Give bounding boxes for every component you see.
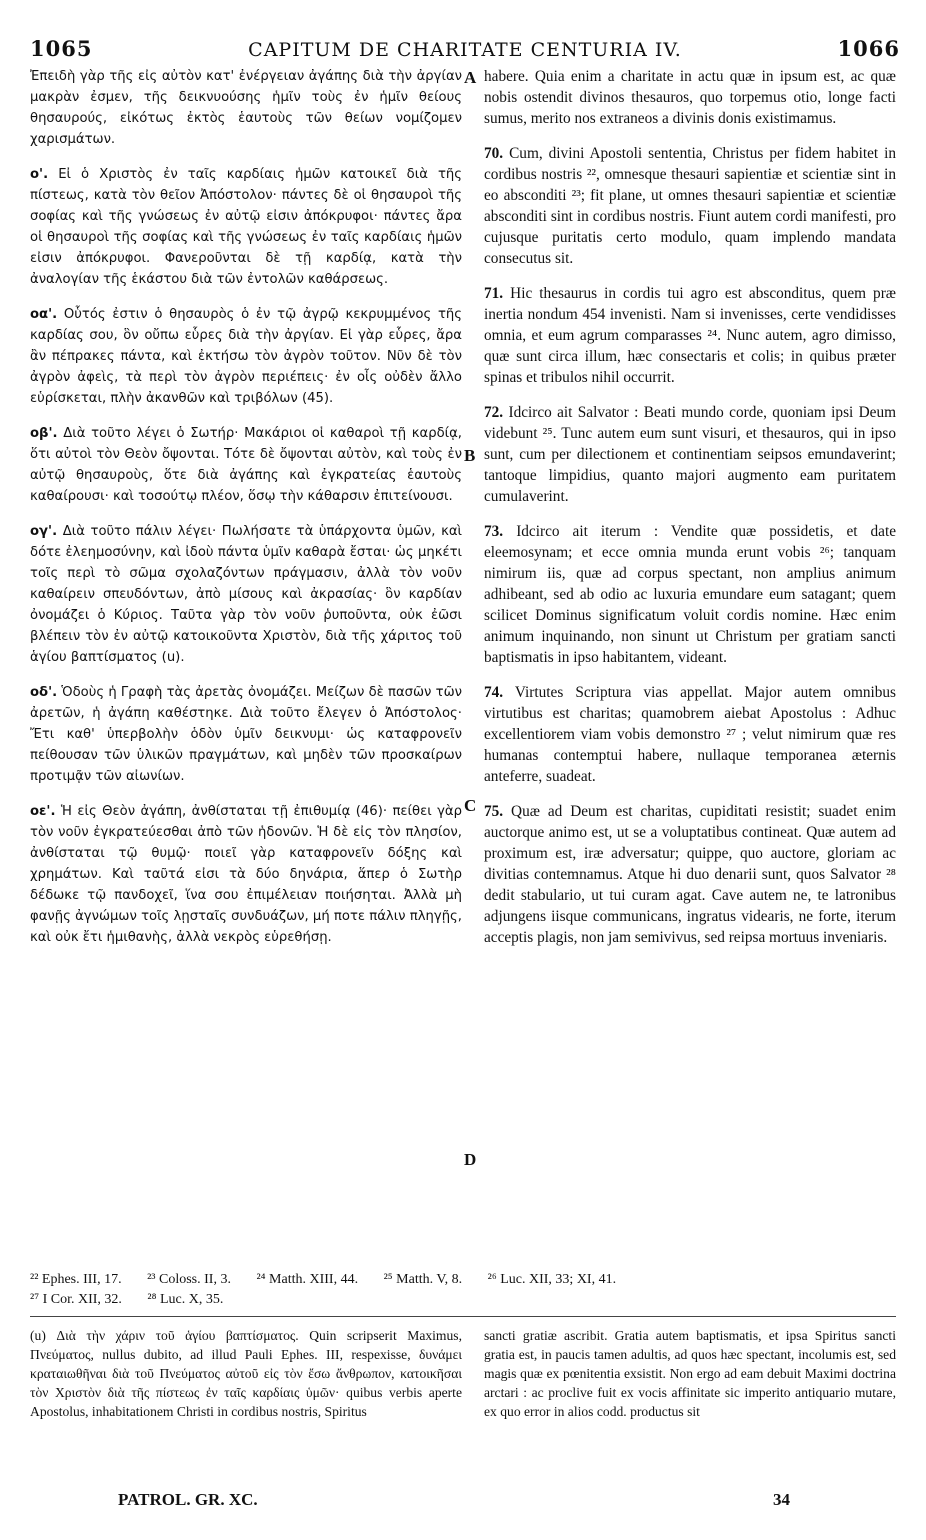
section-marker-b: B: [464, 446, 476, 465]
greek-paragraph: Ἐπειδὴ γὰρ τῆς εἰς αὐτὸν κατ' ἐνέργειαν ἀγάπης διὰ τὴν ἀργίαν μακρὰν ἐσμεν, τῆς δεικνυούσης ἡμῖν τοὺς ἐν ἡμῖν θείους θησαυρούς, εἰκότως ἐκτὸς ἑαυτοὺς τῶν θείων νομίζομεν χαρισμάτων.: [30, 69, 462, 147]
editorial-note-right: sancti gratiæ ascribit. Gratia autem baptismatis, et ipsa Spiritus sancti gratia est, in paucis tamen adultis, ad quos hæc spectant, incolumis est, sed magis quæ ex pœnitentia exsistit. Non ergo ad eam debuit Maximi doctrina arctari : ac proclive fuit ex vocis affinitate sic imperito antiquario mutare, ex quo error in alios codd. productus sit: [484, 1328, 896, 1419]
greek-paragraph: οα'. Οὗτός ἐστιν ὁ θησαυρὸς ὁ ἐν τῷ ἀγρῷ κεκρυμμένος τῆς καρδίας σου, ὃν οὔπω εὗρες διὰ τὴν ἀργίαν. Εἰ γὰρ εὗρες, ἄρα ἂν πέπρακες πάντα, καὶ ἐκτήσω τὸν ἀγρὸν τοῦτον. Νῦν δὲ τὸν ἀγρὸν ἀφεὶς, τὰ περὶ τὸν ἀγρὸν περιέπεις· ἐν οἷς οὐδὲν ἄλλο εὑρίσκεται, πλὴν ἀκανθῶν καὶ τριβόλων (45).: [30, 307, 462, 406]
right-page-number: 1066: [837, 36, 900, 61]
section-marker-c: C: [464, 796, 477, 815]
sheet-number: 34: [773, 1490, 790, 1509]
editorial-note-left: (u) Διὰ τὴν χάριν τοῦ ἁγίου βαπτίσματος. Quin scripserit Maximus, Πνεύματος, nullus dubito, ad illud Pauli Ephes. III, respexisse, δυνάμει κραταιωθῆναι διὰ τοῦ Πνεύματος αὐτοῦ εἰς τὸν ἔσω ἄνθρωπον, κατοικῆσαι τὸν Χριστὸν διὰ τῆς πίστεως ἐν ταῖς καρδίαις ὑμῶν· quibus verbis aperte Apostolus, inhabitationem Christi in cordibus nostris, Spiritus: [30, 1328, 462, 1419]
signature-mark: PATROL. GR. XC.: [118, 1490, 258, 1509]
footnote: ²⁸ Luc. X, 35.: [147, 1292, 224, 1307]
greek-paragraph: οδ'. Ὁδοὺς ἡ Γραφὴ τὰς ἀρετὰς ὀνομάζει. Μείζων δὲ πασῶν τῶν ἀρετῶν, ἡ ἀγάπη καθέστηκε. Διὰ τοῦτο ἔλεγεν ὁ Ἀπόστολος· Ἔτι καθ' ὑπερβολὴν ὁδὸν ὑμῖν δεικνυμι· ὡς καταφρονεῖν πείθουσαν τῶν ὑλικῶν πραγμάτων, καὶ μηδὲν τῶν προσκαίρων προτιμᾷν τῶν αἰωνίων.: [30, 685, 462, 784]
latin-paragraph: 72. Idcirco ait Salvator : Beati mundo corde, quoniam ipsi Deum videbunt ²⁵. Tunc autem eum sunt visuri, et thesauros, qui in ipso sunt, cum per dilectionem et continentiam seipsos emundaverint; tantoque limpidius, quanto majori augmento eam puritatem cumulaverint.: [484, 404, 896, 505]
latin-paragraph: 70. Cum, divini Apostoli sententia, Christus per fidem habitet in cordibus nostris ²², omnesque thesauri sapientiæ et scientiæ sint in eo absconditi ²³; fit plane, ut omnes thesauri sapientiæ et scientiæ absconditi sint in cordibus nostris. Fiunt autem cordi manifesti, pro cujusque puritatis certo modulo, quam implendo mandata consecutus sit.: [484, 145, 896, 267]
running-title: CAPITUM DE CHARITATE CENTURIA IV.: [248, 39, 682, 61]
footnote: ²⁴ Matth. XIII, 44.: [256, 1272, 359, 1287]
page-header: [30, 36, 900, 64]
section-marker-d: D: [464, 1150, 477, 1169]
left-page-number: 1065: [30, 36, 93, 61]
latin-column: [484, 66, 896, 962]
footnote: ²⁵ Matth. V, 8.: [383, 1272, 463, 1287]
notes-divider: [30, 1316, 896, 1317]
section-marker-a: A: [464, 68, 477, 87]
latin-paragraph: 73. Idcirco ait iterum : Vendite quæ possidetis, et date eleemosynam; et ecce omnia munda erunt vobis ²⁶; tanquam nimirum iis, quæ ad corpus spectant, non amplius animum adhibeant, sed ab odio ac luxuria emundare eum satagant; quem scilicet Dominus significatum voluit cordis nomine. Hæc enim animum inquinando, non sinunt ut Christum per gratiam sancti baptismatis in ipso habitantem, videant.: [484, 523, 897, 666]
latin-paragraph: habere. Quia enim a charitate in actu quæ in ipsum est, ac quæ nobis ostendit divinos thesauros, quo torpemus otio, longe facti sumus, merito nos extraneos a divinis donis existimamus.: [484, 68, 896, 127]
scripture-footnotes: [30, 1270, 900, 1310]
footnote: ²² Ephes. III, 17.: [30, 1272, 122, 1287]
latin-paragraph: 71. Hic thesaurus in cordis tui agro est absconditus, quem præ inertia nondum 454 invenisti. Nam si invenisses, certe vendidisses omnia, et eum agrum comparasses ²⁴. Nunc autem, agro dimisso, quæ sunt circa illum, hæc consectaris et colis; in quibus præter spinas et tribulos nihil occurrit.: [484, 285, 896, 386]
footnote: ²⁶ Luc. XII, 33; XI, 41.: [487, 1272, 617, 1287]
greek-paragraph: ογ'. Διὰ τοῦτο πάλιν λέγει· Πωλήσατε τὰ ὑπάρχοντα ὑμῶν, καὶ δότε ἐλεημοσύνην, καὶ ἰδοὺ πάντα ὑμῖν καθαρὰ ἔσται· ὡς μηκέτι τοῖς περὶ τὸ σῶμα σχολαζόντων πράγμασιν, ἀλλὰ τὸν νοῦν καθαίρειν σπευδόντων, ἀπὸ μίσους καὶ ἀκρασίας· ὃν καρδίαν ὀνομάζει ὁ Κύριος. Ταῦτα γὰρ τὸν νοῦν ῥυποῦντα, οὐκ ἐῶσι βλέπειν τὸν ἐν αὐτῷ κατοικοῦντα Χριστὸν, διὰ τῆς χάριτος τοῦ ἁγίου βαπτίσματος (u).: [30, 524, 462, 665]
page-footer: [118, 1490, 790, 1510]
footnote: ²⁷ I Cor. XII, 32.: [30, 1292, 122, 1307]
latin-paragraph: 74. Virtutes Scriptura vias appellat. Major autem omnibus virtutibus est charitas; quamobrem aiebat Apostolus : Adhuc excellentiorem viam vobis demonstro ²⁷ ; velut nimirum quæ res humanas contemptui habere, nullaque temporanea æternis anteferre, suadeat.: [484, 684, 896, 785]
footnote: ²³ Coloss. II, 3.: [147, 1272, 231, 1287]
greek-paragraph: οε'. Ἡ εἰς Θεὸν ἀγάπη, ἀνθίσταται τῇ ἐπιθυμίᾳ (46)· πείθει γὰρ τὸν νοῦν ἐγκρατεύεσθαι ἀπὸ τῶν ἡδονῶν. Ἡ δὲ εἰς τὸν πλησίον, ἀνθίσταται τῷ θυμῷ· ποιεῖ γὰρ καταφρονεῖν δόξης καὶ χρημάτων. Καὶ ταῦτά εἰσι τὰ δύο δηνάρια, ἅπερ ὁ Σωτὴρ δέδωκε τῷ πανδοχεῖ, ἵνα σου ἐπιμέλειαν ποιήσηται. Ἀλλὰ μὴ φανῇς ἀγνώμων τοῖς λῃσταῖς συνδυάζων, μή ποτε πάλιν πληγῇς, καὶ οὐκ ἔτι ἡμιθανὴς, ἀλλὰ νεκρὸς εὑρεθήσῃ.: [30, 804, 462, 945]
greek-paragraph: οβ'. Διὰ τοῦτο λέγει ὁ Σωτήρ· Μακάριοι οἱ καθαροὶ τῇ καρδίᾳ, ὅτι αὐτοὶ τὸν Θεὸν ὄψονται. Τότε δὲ ὄψονται αὐτὸν, καὶ τοὺς ἐν αὐτῷ θησαυροὺς, ὅτε διὰ ἀγάπης καὶ ἐγκρατείας ἑαυτοὺς καθαίρουσι· καὶ τοσούτῳ πλέον, ὅσῳ τὴν κάθαρσιν ἐπιτείνουσι.: [30, 426, 462, 504]
greek-column: [30, 66, 462, 962]
greek-paragraph: ο'. Εἰ ὁ Χριστὸς ἐν ταῖς καρδίαις ἡμῶν κατοικεῖ διὰ τῆς πίστεως, κατὰ τὸν θεῖον Ἀπόστολον· πάντες δὲ οἱ θησαυροὶ τῆς σοφίας καὶ τῆς γνώσεως ἐν αὐτῷ εἰσιν ἀπόκρυφοι· πάντες ἄρα οἱ θησαυροὶ τῆς σοφίας καὶ τῆς γνώσεως ἐν ταῖς καρδίαις ἡμῶν εἰσιν ἀπόκρυφοι. Φανεροῦνται δὲ τῇ καρδίᾳ, κατὰ τὴν ἀναλογίαν τῆς ἑκάστου διὰ τῶν ἐντολῶν καθάρσεως.: [30, 167, 462, 287]
latin-paragraph: 75. Quæ ad Deum est charitas, cupiditati resistit; suadet enim auctorque animo est, ut se a voluptatibus contineat. Quæ autem ad proximum est, iræ adversatur; quippe, quo auctore, gloriam ac divitias contemnamus. Atque hi duo denarii sunt, quos Salvator ²⁸ dedit stabulario, ut tui curam agat. Cave autem ne, te latronibus adjungens iisque communicans, ingratus videaris, ne forte, iterum acceptis plagis, non jam semivivus, sed reipsa mortuus inveniaris.: [484, 803, 896, 946]
